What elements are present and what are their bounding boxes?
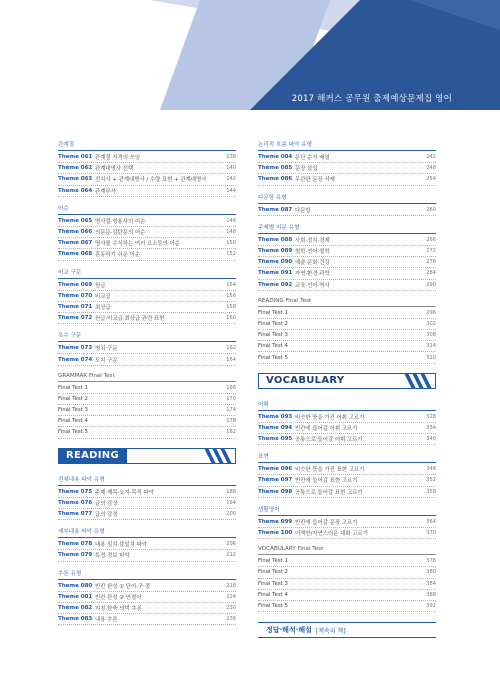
toc-row[interactable] — [58, 509, 236, 520]
theme-title: 관계대명사 선택 — [95, 166, 134, 173]
theme-number: Theme 090 — [258, 259, 293, 266]
page-number: 320 — [426, 354, 436, 361]
final-test-group — [58, 373, 236, 439]
page-number: 260 — [426, 206, 436, 213]
theme-title: 내용 추론 — [95, 617, 118, 624]
theme-title: 글의 감정 — [95, 512, 118, 519]
toc-group — [258, 452, 436, 498]
toc-row[interactable] — [58, 291, 236, 302]
page-number: 178 — [226, 418, 236, 425]
theme-title: 의문문·감탄문의 어순 — [95, 230, 146, 237]
theme-number: Theme 064 — [58, 187, 93, 194]
toc-row[interactable] — [258, 423, 436, 434]
toc-group — [58, 331, 236, 365]
book-title: 2017 해커스 공무원 출제예상문제집 영어 — [291, 94, 452, 104]
page-number: 154 — [226, 281, 236, 288]
theme-number: Theme 062 — [58, 165, 93, 172]
theme-number: Theme 069 — [58, 281, 93, 288]
toc-group — [58, 569, 236, 626]
theme-title: 빈칸 완성 ② 연결어 — [95, 594, 142, 601]
toc-group — [58, 475, 236, 521]
page-number: 278 — [426, 259, 436, 266]
toc-row[interactable] — [58, 550, 236, 561]
page-number: 376 — [426, 558, 436, 565]
section-label: 표현 — [258, 452, 436, 463]
toc-row[interactable] — [258, 174, 436, 185]
page-number: 148 — [226, 229, 236, 236]
theme-number: Theme 076 — [58, 499, 93, 506]
theme-number: Theme 068 — [58, 251, 93, 258]
theme-number: Theme 082 — [58, 604, 93, 611]
final-test-row[interactable] — [258, 567, 436, 578]
page-number: 370 — [426, 530, 436, 537]
theme-number: Theme 085 — [258, 165, 293, 172]
theme-number: Theme 070 — [58, 292, 93, 299]
toc-row[interactable] — [58, 539, 236, 550]
theme-title: 교육·언어·역사 — [295, 282, 330, 289]
final-test-title: Final Test 1 — [58, 384, 88, 391]
toc-group — [258, 193, 436, 216]
page-number: 230 — [226, 604, 236, 611]
theme-title: 예술·문화·건강 — [295, 260, 330, 267]
page-number: 296 — [426, 309, 436, 316]
theme-title: 문단 순서 배열 — [295, 155, 330, 162]
theme-number: Theme 093 — [258, 413, 293, 420]
page-number: 218 — [226, 582, 236, 589]
theme-title: 관계부사 — [95, 188, 116, 195]
final-test-row[interactable] — [58, 416, 236, 427]
toc-row[interactable] — [258, 280, 436, 291]
theme-number: Theme 088 — [258, 236, 293, 243]
page-number: 352 — [426, 477, 436, 484]
page-number: 162 — [226, 345, 236, 352]
final-test-label: READING Final Test — [258, 298, 436, 307]
final-test-title: Final Test 2 — [258, 569, 288, 576]
toc-row[interactable] — [258, 475, 436, 486]
toc-row[interactable] — [58, 280, 236, 291]
page-number: 152 — [226, 251, 236, 258]
final-test-row[interactable] — [258, 579, 436, 590]
page-number: 142 — [226, 176, 236, 183]
heading-text: READING — [58, 448, 127, 464]
final-test-row[interactable] — [58, 427, 236, 438]
theme-number: Theme 100 — [258, 530, 293, 537]
toc-right-column — [258, 140, 436, 638]
final-test-row[interactable] — [58, 383, 236, 394]
toc-row[interactable] — [258, 268, 436, 279]
final-test-title: Final Test 3 — [258, 580, 288, 587]
page-number: 166 — [226, 384, 236, 391]
page-number: 384 — [426, 580, 436, 587]
page-number: 200 — [226, 511, 236, 518]
final-test-title: Final Test 3 — [258, 332, 288, 339]
toc-row[interactable] — [258, 528, 436, 539]
final-test-title: Final Test 2 — [58, 395, 88, 402]
theme-number: Theme 087 — [258, 206, 293, 213]
theme-number: Theme 074 — [58, 356, 93, 363]
toc-row[interactable] — [258, 163, 436, 174]
page-number: 290 — [426, 281, 436, 288]
final-test-group — [258, 298, 436, 364]
theme-title: 최상급 — [95, 304, 111, 311]
heading-text: VOCABULARY — [266, 374, 345, 386]
theme-number: Theme 094 — [258, 424, 293, 431]
final-test-label: GRAMMAR Final Test — [58, 373, 236, 382]
section-label: 어휘 — [258, 400, 436, 411]
theme-number: Theme 092 — [258, 281, 293, 288]
toc-row[interactable] — [58, 216, 236, 227]
theme-title: 빈칸에 들어갈 표현 고르기 — [295, 478, 358, 485]
theme-title: 빈칸 완성 ① 단어·구·절 — [95, 583, 151, 590]
section-label: 비교 구문 — [58, 268, 236, 279]
theme-number: Theme 061 — [58, 154, 93, 161]
theme-title: 특정 정보 파악 — [95, 553, 130, 560]
theme-number: Theme 083 — [58, 616, 93, 623]
final-test-row[interactable] — [258, 341, 436, 352]
final-test-title: Final Test 5 — [258, 354, 288, 361]
toc-group — [58, 204, 236, 261]
final-test-title: Final Test 4 — [58, 418, 88, 425]
toc-group — [258, 223, 436, 291]
page-number: 248 — [426, 165, 436, 172]
toc-row[interactable] — [58, 343, 236, 354]
page-number: 302 — [426, 320, 436, 327]
answer-key-title: 정답·해석·해설 — [266, 626, 312, 635]
page-number: 284 — [426, 270, 436, 277]
answer-key-banner — [258, 622, 436, 638]
theme-title: 명사를 수식하는 여러 요소들의 어순 — [95, 241, 180, 248]
toc-row[interactable] — [58, 302, 236, 313]
toc-row[interactable] — [58, 152, 236, 163]
section-label: 특수 구문 — [58, 331, 236, 342]
toc-row[interactable] — [58, 603, 236, 614]
theme-title: 원급·비교급·최상급 관련 표현 — [95, 316, 165, 323]
final-test-title: Final Test 3 — [58, 407, 88, 414]
toc-group — [258, 505, 436, 539]
section-label: 어순 — [58, 204, 236, 215]
toc-row[interactable] — [258, 152, 436, 163]
answer-key-subtitle: [책속의 책] — [315, 627, 346, 635]
theme-title: 다문항 — [295, 207, 311, 214]
toc-row[interactable] — [58, 313, 236, 324]
theme-number: Theme 072 — [58, 315, 93, 322]
toc-group — [258, 400, 436, 446]
page-number: 272 — [426, 248, 436, 255]
final-test-group — [258, 546, 436, 612]
theme-title: 철학·언어·철학 — [295, 249, 330, 256]
final-test-row[interactable] — [58, 394, 236, 405]
theme-title: 사회·정치·경제 — [295, 237, 330, 244]
theme-number: Theme 073 — [58, 345, 93, 352]
toc-row[interactable] — [58, 581, 236, 592]
page-number: 340 — [426, 436, 436, 443]
theme-title: 원급 — [95, 282, 106, 289]
page-number: 160 — [226, 315, 236, 322]
toc-group — [58, 140, 236, 197]
page-number: 392 — [426, 602, 436, 609]
toc-row[interactable] — [58, 163, 236, 174]
page-number: 224 — [226, 593, 236, 600]
section-label: 세부내용 파악 유형 — [58, 527, 236, 538]
page-number: 328 — [426, 413, 436, 420]
toc-row[interactable] — [258, 487, 436, 498]
final-test-row[interactable] — [258, 556, 436, 567]
page-number: 158 — [226, 303, 236, 310]
theme-title: 비슷한 뜻을 가진 어휘 고르기 — [295, 414, 365, 421]
theme-title: 비슷한 뜻을 가진 표현 고르기 — [295, 467, 365, 474]
theme-number: Theme 081 — [58, 593, 93, 600]
theme-title: 전치사 + 관계대명사 / 수량 표현 + 관계대명사 — [95, 177, 207, 184]
theme-number: Theme 099 — [258, 518, 293, 525]
theme-number: Theme 096 — [258, 466, 293, 473]
final-test-row[interactable] — [258, 601, 436, 612]
theme-title: 병치 구문 — [95, 346, 118, 353]
toc-row[interactable] — [258, 246, 436, 257]
toc-row[interactable] — [58, 498, 236, 509]
page-number: 170 — [226, 395, 236, 402]
theme-title: 내용 일치·불일치 파악 — [95, 542, 148, 549]
page-number: 212 — [226, 552, 236, 559]
toc-left-column — [58, 140, 236, 632]
final-test-title: Final Test 1 — [258, 309, 288, 316]
final-test-label: VOCABULARY Final Test — [258, 546, 436, 555]
final-test-row[interactable] — [258, 319, 436, 330]
toc-row[interactable] — [58, 227, 236, 238]
section-label: 관계절 — [58, 140, 236, 151]
page-number: 174 — [226, 407, 236, 414]
page-number: 144 — [226, 187, 236, 194]
page-number: 266 — [426, 236, 436, 243]
page-number: 242 — [426, 154, 436, 161]
theme-number: Theme 089 — [258, 248, 293, 255]
theme-title: 명사절·형용사의 어순 — [95, 218, 146, 225]
toc-row[interactable] — [258, 517, 436, 528]
theme-number: Theme 097 — [258, 477, 293, 484]
theme-title: 주제·제목·요지·목적 파악 — [95, 489, 154, 496]
theme-title: 공통으로 들어갈 표현 고르기 — [295, 489, 363, 496]
page-number: 346 — [426, 466, 436, 473]
theme-title: 빈칸에 들어갈 어휘 고르기 — [295, 425, 358, 432]
theme-number: Theme 071 — [58, 303, 93, 310]
final-test-row[interactable] — [58, 405, 236, 416]
toc-row[interactable] — [58, 614, 236, 625]
toc-row[interactable] — [58, 238, 236, 249]
theme-title: 빈칸에 들어갈 문장 고르기 — [295, 519, 358, 526]
theme-title: 자연·환경·과학 — [295, 271, 330, 278]
theme-title: 문장 삽입 — [295, 166, 318, 173]
page-number: 194 — [226, 499, 236, 506]
theme-number: Theme 077 — [58, 511, 93, 518]
section-label: 생활영어 — [258, 505, 436, 516]
theme-title: 공통으로 들어갈 어휘 고르기 — [295, 437, 363, 444]
theme-number: Theme 063 — [58, 176, 93, 183]
reading-heading — [58, 448, 236, 464]
theme-title: 혼동하기 쉬운 어순 — [95, 252, 141, 259]
section-label: 다문항 유형 — [258, 193, 436, 204]
page-number: 164 — [226, 356, 236, 363]
page-number: 236 — [226, 616, 236, 623]
page-number: 388 — [426, 591, 436, 598]
theme-number: Theme 080 — [58, 582, 93, 589]
final-test-row[interactable] — [258, 590, 436, 601]
toc-row[interactable] — [258, 464, 436, 475]
toc-row[interactable] — [58, 592, 236, 603]
final-test-title: Final Test 5 — [258, 602, 288, 609]
final-test-row[interactable] — [258, 352, 436, 363]
theme-number: Theme 086 — [258, 176, 293, 183]
theme-number: Theme 078 — [58, 541, 93, 548]
page-number: 380 — [426, 569, 436, 576]
toc-row[interactable] — [58, 487, 236, 498]
theme-title: 비교급 — [95, 293, 111, 300]
page-number: 314 — [426, 343, 436, 350]
page-number: 138 — [226, 154, 236, 161]
theme-number: Theme 095 — [258, 436, 293, 443]
toc-row[interactable] — [258, 205, 436, 216]
vocabulary-heading — [258, 373, 436, 389]
page-number: 206 — [226, 541, 236, 548]
toc-group — [58, 268, 236, 325]
page-number: 358 — [426, 488, 436, 495]
final-test-row[interactable] — [258, 330, 436, 341]
page-number: 334 — [426, 424, 436, 431]
section-label: 전체내용 파악 유형 — [58, 475, 236, 486]
final-test-title: Final Test 5 — [58, 429, 88, 436]
theme-number: Theme 098 — [258, 488, 293, 495]
final-test-row[interactable] — [258, 308, 436, 319]
final-test-title: Final Test 4 — [258, 343, 288, 350]
toc-row[interactable] — [58, 354, 236, 365]
header-banner — [0, 0, 500, 110]
heading-stripes-icon — [204, 448, 232, 464]
theme-number: Theme 091 — [258, 270, 293, 277]
theme-number: Theme 075 — [58, 488, 93, 495]
theme-title: 관계절 자격의 쓰임 — [95, 155, 141, 162]
toc-row[interactable] — [258, 412, 436, 423]
section-label: 주제별 지문 유형 — [258, 223, 436, 234]
toc-row[interactable] — [58, 249, 236, 260]
toc-group — [258, 140, 436, 186]
toc-row[interactable] — [258, 257, 436, 268]
toc-row[interactable] — [58, 174, 236, 185]
page-number: 308 — [426, 332, 436, 339]
theme-title: 지칭·함축 의미 추론 — [95, 605, 142, 612]
section-label: 추론 유형 — [58, 569, 236, 580]
theme-title: 글의 감상 — [95, 500, 118, 507]
theme-number: Theme 084 — [258, 154, 293, 161]
page-number: 364 — [426, 518, 436, 525]
toc-row[interactable] — [258, 235, 436, 246]
theme-title: 도치 구문 — [95, 357, 118, 364]
page-number: 182 — [226, 429, 236, 436]
theme-number: Theme 066 — [58, 229, 93, 236]
heading-stripes-icon — [404, 373, 432, 389]
page-number: 140 — [226, 165, 236, 172]
final-test-title: Final Test 4 — [258, 591, 288, 598]
page-number: 156 — [226, 292, 236, 299]
section-label: 논리적 흐름 파악 유형 — [258, 140, 436, 151]
page-number: 146 — [226, 217, 236, 224]
theme-number: Theme 065 — [58, 217, 93, 224]
theme-title: 어색한/자연스러운 대화 고르기 — [295, 531, 368, 538]
toc-row[interactable] — [58, 186, 236, 197]
theme-number: Theme 079 — [58, 552, 93, 559]
toc-group — [58, 527, 236, 561]
page-number: 254 — [426, 176, 436, 183]
theme-title: 무관한 문장 삭제 — [295, 177, 335, 184]
toc-row[interactable] — [258, 434, 436, 445]
theme-number: Theme 067 — [58, 240, 93, 247]
final-test-title: Final Test 1 — [258, 558, 288, 565]
final-test-title: Final Test 2 — [258, 320, 288, 327]
page-number: 188 — [226, 488, 236, 495]
page-number: 150 — [226, 240, 236, 247]
